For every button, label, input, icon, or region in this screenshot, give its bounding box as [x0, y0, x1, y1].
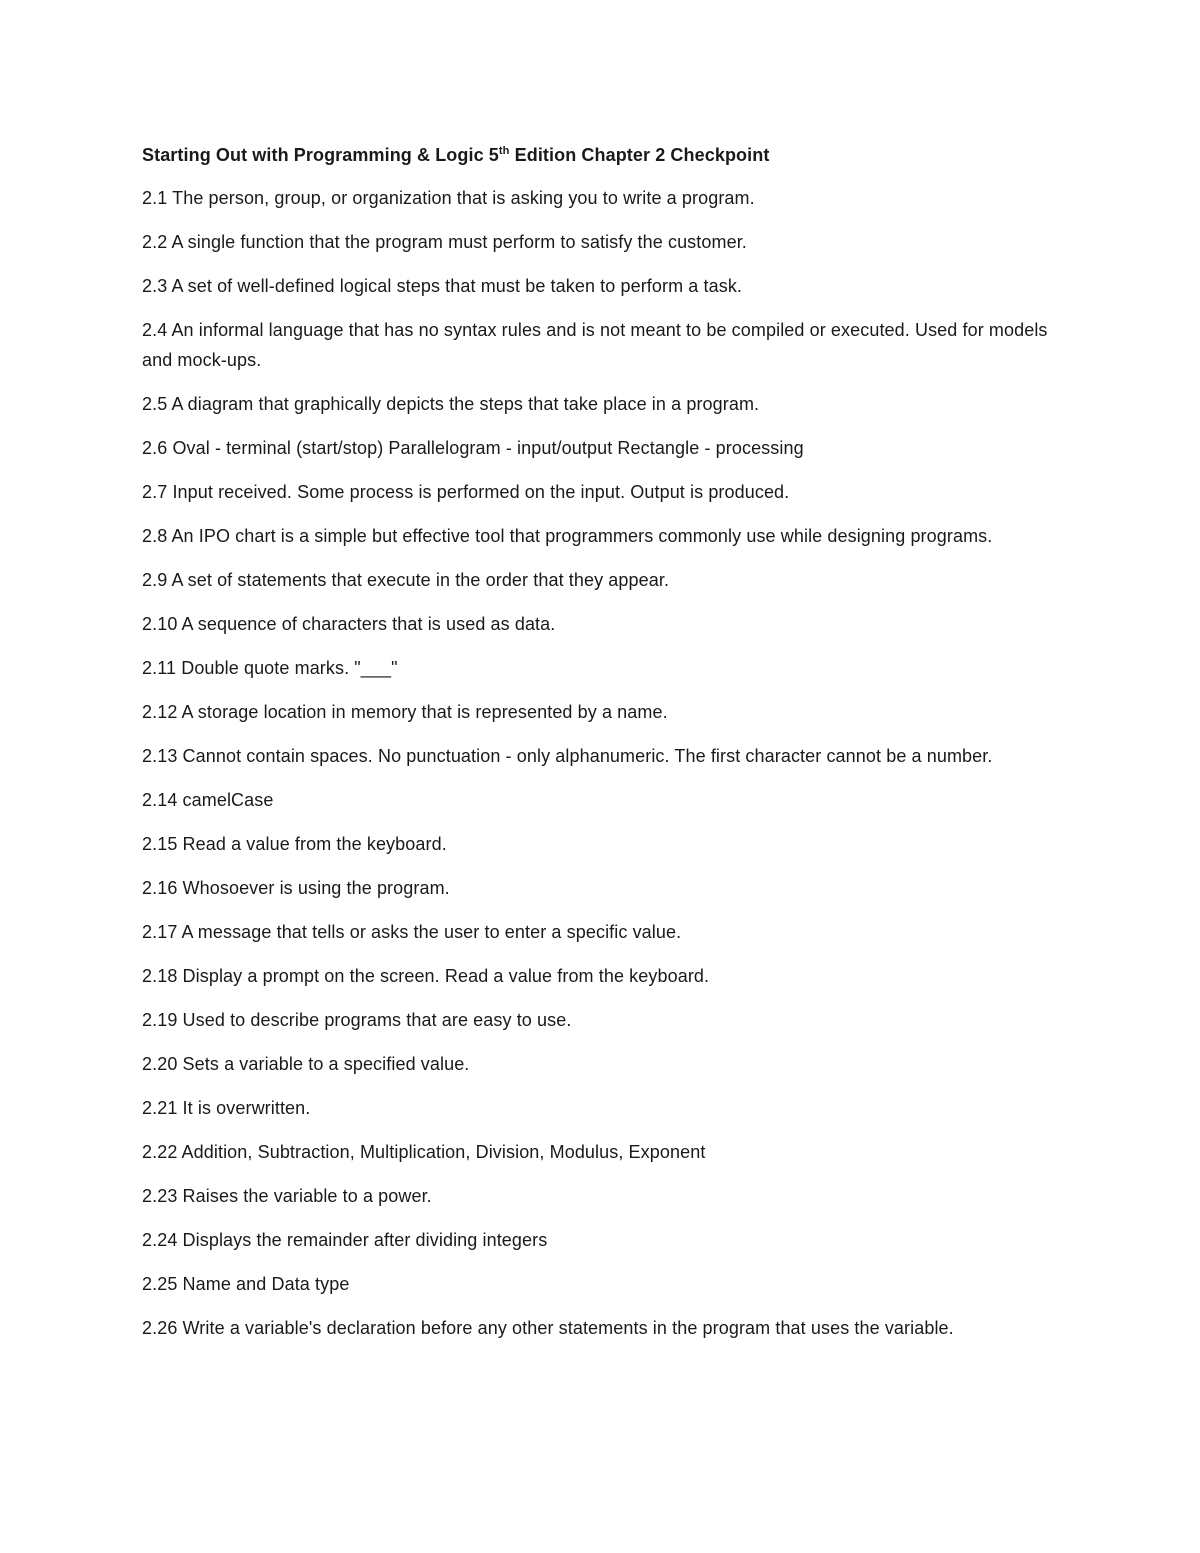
item-text: An IPO chart is a simple but effective tool that programmers commonly use while designing programs. [171, 526, 993, 546]
item-text: The person, group, or organization that is asking you to write a program. [172, 188, 755, 208]
checkpoint-item [142, 785, 1062, 815]
item-text: A sequence of characters that is used as data. [181, 614, 556, 634]
checkpoint-item [142, 653, 1062, 683]
item-number: 2.24 [142, 1230, 178, 1250]
checkpoint-item [142, 1225, 1062, 1255]
item-text: A diagram that graphically depicts the steps that take place in a program. [171, 394, 760, 414]
checkpoint-item [142, 315, 1062, 375]
document-title [142, 140, 1062, 170]
item-number: 2.6 [142, 438, 168, 458]
title-text-continued: Edition Chapter 2 Checkpoint [509, 145, 770, 165]
item-number: 2.20 [142, 1054, 178, 1074]
item-number: 2.21 [142, 1098, 178, 1118]
checkpoint-item [142, 741, 1062, 771]
title-superscript: th [498, 145, 510, 157]
checkpoint-item [142, 521, 1062, 551]
checkpoint-item [142, 389, 1062, 419]
checkpoint-item [142, 433, 1062, 463]
item-number: 2.26 [142, 1318, 178, 1338]
item-text: Double quote marks. "___" [181, 658, 398, 678]
item-text: A single function that the program must perform to satisfy the customer. [171, 232, 747, 252]
checkpoint-item [142, 565, 1062, 595]
checkpoint-item [142, 271, 1062, 301]
item-text: Read a value from the keyboard. [182, 834, 447, 854]
item-number: 2.10 [142, 614, 178, 634]
item-number: 2.9 [142, 570, 168, 590]
item-number: 2.2 [142, 232, 168, 252]
item-number: 2.8 [142, 526, 168, 546]
item-number: 2.12 [142, 702, 178, 722]
item-number: 2.1 [142, 188, 168, 208]
item-number: 2.13 [142, 746, 178, 766]
item-number: 2.22 [142, 1142, 178, 1162]
item-number: 2.16 [142, 878, 178, 898]
item-text: Displays the remainder after dividing integers [182, 1230, 548, 1250]
item-text: Write a variable's declaration before any other statements in the program that uses the variable. [182, 1318, 954, 1338]
item-text: It is overwritten. [182, 1098, 311, 1118]
item-number: 2.4 [142, 320, 168, 340]
item-number: 2.11 [142, 658, 177, 678]
document-body [142, 140, 1062, 1357]
item-number: 2.7 [142, 482, 168, 502]
item-text: A storage location in memory that is represented by a name. [181, 702, 668, 722]
item-text: Addition, Subtraction, Multiplication, Division, Modulus, Exponent [181, 1142, 706, 1162]
item-number: 2.18 [142, 966, 178, 986]
item-number: 2.25 [142, 1274, 178, 1294]
item-text: Display a prompt on the screen. Read a value from the keyboard. [182, 966, 710, 986]
checkpoint-item [142, 1313, 1062, 1343]
item-text: Cannot contain spaces. No punctuation - only alphanumeric. The first character cannot be a number. [182, 746, 993, 766]
checkpoint-item [142, 609, 1062, 639]
item-number: 2.3 [142, 276, 168, 296]
checkpoint-item [142, 1181, 1062, 1211]
item-text: Whosoever is using the program. [182, 878, 450, 898]
item-text: Used to describe programs that are easy to use. [182, 1010, 572, 1030]
item-text: Oval - terminal (start/stop) Parallelogram - input/output Rectangle - processing [172, 438, 804, 458]
item-number: 2.15 [142, 834, 178, 854]
item-text: A set of well-defined logical steps that must be taken to perform a task. [171, 276, 743, 296]
checkpoint-item [142, 917, 1062, 947]
checkpoint-item [142, 697, 1062, 727]
item-text: Raises the variable to a power. [182, 1186, 432, 1206]
checkpoint-item [142, 227, 1062, 257]
checkpoint-item [142, 1005, 1062, 1035]
item-text: Input received. Some process is performed on the input. Output is produced. [172, 482, 790, 502]
item-text: Sets a variable to a specified value. [182, 1054, 470, 1074]
checkpoint-item [142, 183, 1062, 213]
checkpoint-item [142, 829, 1062, 859]
item-text: camelCase [182, 790, 274, 810]
item-number: 2.23 [142, 1186, 178, 1206]
item-text: Name and Data type [182, 1274, 350, 1294]
item-number: 2.14 [142, 790, 178, 810]
checkpoint-item [142, 477, 1062, 507]
checkpoint-item [142, 961, 1062, 991]
checkpoint-item [142, 1093, 1062, 1123]
item-text: A message that tells or asks the user to enter a specific value. [181, 922, 682, 942]
item-number: 2.17 [142, 922, 178, 942]
item-number: 2.19 [142, 1010, 178, 1030]
title-text: Starting Out with Programming & Logic 5 [142, 145, 499, 165]
item-text: A set of statements that execute in the order that they appear. [171, 570, 670, 590]
item-text: An informal language that has no syntax rules and is not meant to be compiled or executed. Used for models and mock-ups. [142, 320, 1048, 370]
item-number: 2.5 [142, 394, 168, 414]
checkpoint-item [142, 1137, 1062, 1167]
checkpoint-item [142, 873, 1062, 903]
checkpoint-item [142, 1049, 1062, 1079]
checkpoint-item [142, 1269, 1062, 1299]
